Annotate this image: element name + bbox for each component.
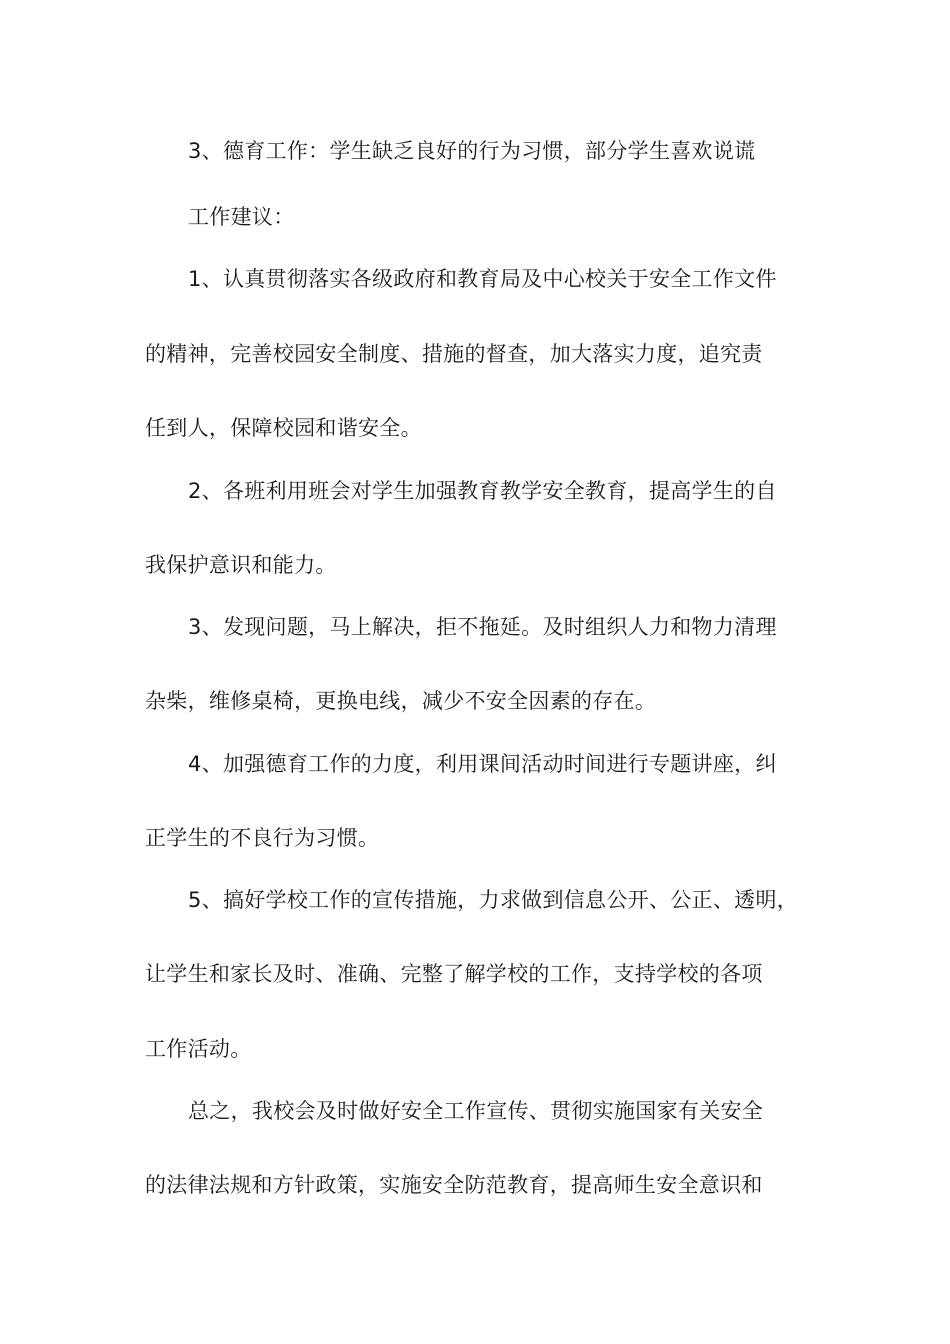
suggestion-1-line-2: 的精神，完善校园安全制度、措施的督查，加大落实力度，追究责 bbox=[145, 342, 763, 366]
suggestion-5-line-2: 让学生和家长及时、准确、完整了解学校的工作，支持学校的各项 bbox=[145, 962, 763, 986]
suggestion-2-line-1: 2、各班利用班会对学生加强教育教学安全教育，提高学生的自 bbox=[188, 479, 777, 503]
suggestion-2-line-2: 我保护意识和能力。 bbox=[145, 553, 337, 577]
suggestion-3-line-2: 杂柴，维修桌椅，更换电线，减少不安全因素的存在。 bbox=[145, 689, 657, 713]
conclusion-line-2: 的法律法规和方针政策，实施安全防范教育，提高师生安全意识和 bbox=[145, 1173, 763, 1197]
paragraph-moral-issue: 3、德育工作：学生缺乏良好的行为习惯，部分学生喜欢说谎 bbox=[188, 139, 756, 163]
suggestions-heading: 工作建议： bbox=[188, 205, 295, 229]
suggestion-5-line-3: 工作活动。 bbox=[145, 1037, 252, 1061]
suggestion-3-line-1: 3、发现问题，马上解决，拒不拖延。及时组织人力和物力清理 bbox=[188, 615, 777, 639]
suggestion-5-line-1: 5、搞好学校工作的宣传措施，力求做到信息公开、公正、透明， bbox=[188, 888, 799, 912]
suggestion-1-line-1: 1、认真贯彻落实各级政府和教育局及中心校关于安全工作文件 bbox=[188, 267, 777, 291]
conclusion-line-1: 总之，我校会及时做好安全工作宣传、贯彻实施国家有关安全 bbox=[188, 1099, 764, 1123]
suggestion-4-line-1: 4、加强德育工作的力度，利用课间活动时间进行专题讲座，纠 bbox=[188, 752, 777, 776]
suggestion-1-line-3: 任到人，保障校园和谐安全。 bbox=[145, 416, 422, 440]
suggestion-4-line-2: 正学生的不良行为习惯。 bbox=[145, 826, 380, 850]
